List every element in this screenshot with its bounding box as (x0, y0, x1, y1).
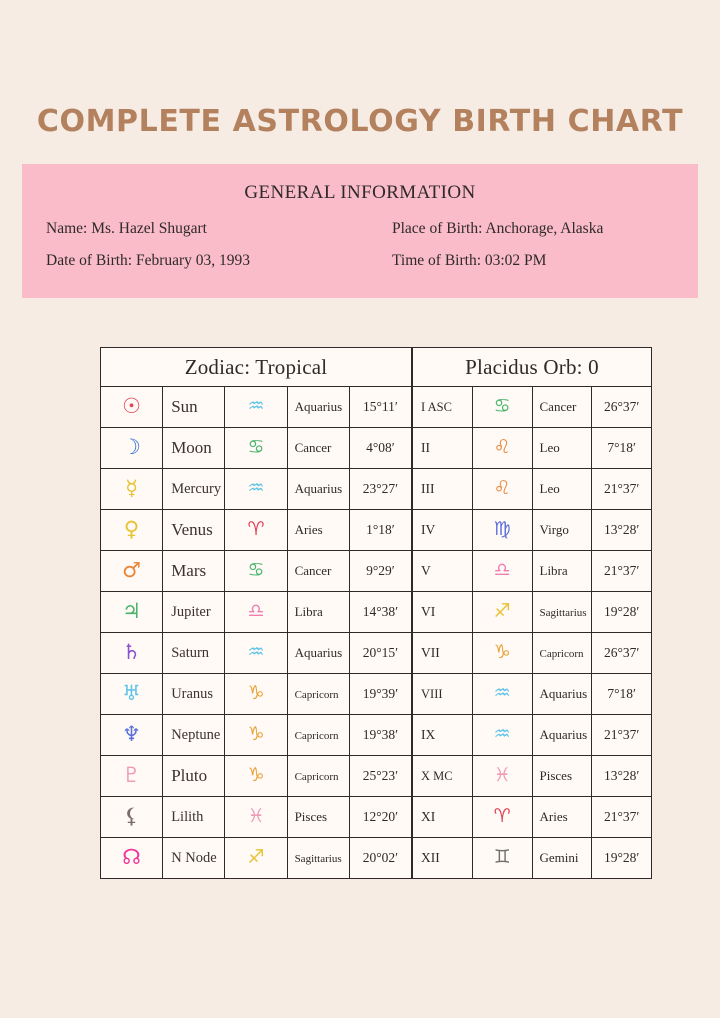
degree-value: 20°02′ (362, 850, 399, 865)
house-sign-name-cell (532, 387, 592, 428)
sign-glyph-cell (225, 592, 287, 633)
aquarius-icon: ♒ (247, 641, 265, 663)
gemini-icon: ♊ (493, 846, 511, 868)
house-number: IV (421, 522, 436, 537)
planet-name-cell (163, 592, 225, 633)
planet-name: Lilith (171, 809, 204, 825)
planet-glyph-cell (101, 510, 163, 551)
table-row (413, 797, 652, 838)
capricorn-icon: ♑ (247, 682, 265, 704)
house-number-cell (413, 838, 473, 879)
sign-name: Capricorn (294, 689, 339, 701)
table-row (101, 715, 412, 756)
table-row (413, 551, 652, 592)
cancer-icon: ♋ (493, 395, 511, 417)
sign-name: Aquarius (294, 481, 343, 496)
houses-table (412, 347, 652, 879)
sign-name-cell (287, 469, 349, 510)
house-number-cell (413, 756, 473, 797)
planet-glyph-cell (101, 838, 163, 879)
aquarius-icon: ♒ (493, 682, 511, 704)
degree-cell (349, 469, 411, 510)
table-row (413, 428, 652, 469)
capricorn-icon: ♑ (247, 723, 265, 745)
degree-cell (349, 674, 411, 715)
degree-value: 14°38′ (362, 604, 399, 619)
info-field-time-of-birth: Time of Birth: 03:02 PM (392, 252, 547, 269)
degree-value: 25°23′ (362, 768, 399, 783)
planets-table-heading: Zodiac: Tropical (101, 348, 412, 387)
table-row (101, 387, 412, 428)
planet-glyph-cell (101, 756, 163, 797)
planet-name-cell (163, 797, 225, 838)
degree-cell (349, 592, 411, 633)
house-sign-name-cell (532, 797, 592, 838)
sign-name: Pisces (294, 809, 328, 824)
sign-name: Capricorn (294, 771, 339, 783)
house-number: II (421, 440, 430, 455)
house-sign-name-cell (532, 633, 592, 674)
degree-value: 15°11′ (362, 399, 398, 414)
house-degree-cell (592, 387, 652, 428)
degree-value: 1°18′ (366, 522, 395, 537)
sign-name: Aquarius (294, 399, 343, 414)
house-sign-name-cell (532, 551, 592, 592)
house-sign-name: Sagittarius (539, 607, 587, 619)
planet-name: Neptune (171, 727, 221, 743)
sign-name-cell (287, 797, 349, 838)
capricorn-icon: ♑ (247, 764, 265, 786)
house-sign-name: Libra (539, 563, 568, 578)
sign-name-cell (287, 633, 349, 674)
table-row (101, 428, 412, 469)
degree-cell (349, 715, 411, 756)
planet-name: Saturn (171, 645, 210, 661)
house-number-cell (413, 674, 473, 715)
house-degree-value: 7°18′ (607, 686, 636, 701)
planet-name-cell (163, 633, 225, 674)
table-row (101, 592, 412, 633)
house-degree-cell (592, 592, 652, 633)
sign-glyph-cell (225, 797, 287, 838)
house-number-cell (413, 715, 473, 756)
sagittarius-icon: ♐ (493, 600, 511, 622)
house-sign-name-cell (532, 838, 592, 879)
sign-name-cell (287, 592, 349, 633)
sign-name-cell (287, 715, 349, 756)
cancer-icon: ♋ (247, 559, 265, 581)
sign-glyph-cell (225, 387, 287, 428)
table-row (101, 838, 412, 879)
table-row (101, 633, 412, 674)
table-row (101, 674, 412, 715)
table-row (413, 510, 652, 551)
house-sign-glyph-cell (472, 387, 532, 428)
mars-icon: ♂ (122, 558, 141, 582)
planet-glyph-cell (101, 633, 163, 674)
house-sign-name: Virgo (539, 522, 569, 537)
house-sign-name: Cancer (539, 399, 577, 414)
house-degree-cell (592, 510, 652, 551)
pluto-icon: ♇ (122, 763, 141, 787)
house-number: X MC (421, 769, 453, 783)
libra-icon: ♎ (247, 600, 265, 622)
planet-name-cell (163, 674, 225, 715)
planet-name: Moon (171, 438, 212, 457)
capricorn-icon: ♑ (493, 641, 511, 663)
degree-value: 20°15′ (362, 645, 399, 660)
house-sign-name: Aries (539, 809, 568, 824)
aquarius-icon: ♒ (247, 477, 265, 499)
degree-value: 19°38′ (362, 727, 399, 742)
table-row (101, 469, 412, 510)
house-degree-value: 7°18′ (607, 440, 636, 455)
table-row (101, 510, 412, 551)
aquarius-icon: ♒ (493, 723, 511, 745)
saturn-icon: ♄ (122, 640, 141, 664)
house-degree-value: 21°37′ (603, 563, 640, 578)
libra-icon: ♎ (493, 559, 511, 581)
planet-name-cell (163, 510, 225, 551)
leo-icon: ♌ (493, 436, 511, 458)
house-number: VII (421, 645, 440, 660)
planet-name-cell (163, 756, 225, 797)
sign-name: Libra (294, 604, 323, 619)
sign-name: Cancer (294, 563, 332, 578)
planet-name-cell (163, 469, 225, 510)
sign-name-cell (287, 838, 349, 879)
sign-name: Cancer (294, 440, 332, 455)
house-degree-cell (592, 715, 652, 756)
houses-table-heading: Placidus Orb: 0 (413, 348, 652, 387)
table-row (413, 592, 652, 633)
table-row (413, 715, 652, 756)
house-sign-name: Aquarius (539, 727, 588, 742)
mercury-icon: ☿ (125, 476, 139, 500)
leo-icon: ♌ (493, 477, 511, 499)
house-degree-value: 19°28′ (603, 604, 640, 619)
planet-name: Venus (171, 520, 213, 539)
table-row (101, 797, 412, 838)
table-row (413, 633, 652, 674)
table-row (413, 387, 652, 428)
planet-glyph-cell (101, 469, 163, 510)
degree-cell (349, 838, 411, 879)
planet-glyph-cell (101, 551, 163, 592)
house-sign-glyph-cell (472, 715, 532, 756)
house-number-cell (413, 469, 473, 510)
planet-name: N Node (171, 850, 217, 866)
aquarius-icon: ♒ (247, 395, 265, 417)
sagittarius-icon: ♐ (247, 846, 265, 868)
house-number: XI (421, 809, 436, 824)
house-sign-name-cell (532, 469, 592, 510)
house-number-cell (413, 387, 473, 428)
info-field-place-of-birth: Place of Birth: Anchorage, Alaska (392, 220, 604, 237)
sign-glyph-cell (225, 428, 287, 469)
house-sign-name-cell (532, 428, 592, 469)
planet-glyph-cell (101, 428, 163, 469)
planet-name: Jupiter (171, 604, 211, 620)
info-field-name: Name: Ms. Hazel Shugart (46, 220, 207, 237)
planet-name-cell (163, 387, 225, 428)
planet-name: Uranus (171, 686, 214, 702)
sign-name-cell (287, 387, 349, 428)
house-degree-value: 19°28′ (603, 850, 640, 865)
house-degree-value: 26°37′ (603, 645, 640, 660)
house-sign-glyph-cell (472, 592, 532, 633)
house-number: I ASC (421, 400, 452, 414)
house-degree-cell (592, 756, 652, 797)
sign-name-cell (287, 756, 349, 797)
sign-name-cell (287, 428, 349, 469)
planet-name: Pluto (171, 766, 208, 785)
degree-cell (349, 797, 411, 838)
house-number: IX (421, 727, 436, 742)
table-row (413, 674, 652, 715)
n-node-icon: ☊ (122, 845, 141, 869)
table-row (413, 469, 652, 510)
planet-name-cell (163, 551, 225, 592)
house-degree-cell (592, 797, 652, 838)
degree-value: 23°27′ (362, 481, 399, 496)
planet-name: Sun (171, 397, 198, 416)
house-number-cell (413, 633, 473, 674)
degree-cell (349, 633, 411, 674)
house-number-cell (413, 551, 473, 592)
neptune-icon: ♆ (122, 722, 141, 746)
house-sign-name-cell (532, 592, 592, 633)
house-sign-name: Leo (539, 481, 560, 496)
degree-value: 4°08′ (366, 440, 395, 455)
planet-glyph-cell (101, 797, 163, 838)
sign-name: Aquarius (294, 645, 343, 660)
planets-table (100, 347, 412, 879)
house-sign-name: Gemini (539, 850, 579, 865)
uranus-icon: ♅ (122, 681, 141, 705)
house-degree-cell (592, 838, 652, 879)
planet-name: Mercury (171, 481, 222, 497)
house-degree-value: 13°28′ (603, 522, 640, 537)
house-number: XII (421, 850, 440, 865)
house-sign-name: Pisces (539, 768, 572, 783)
degree-cell (349, 428, 411, 469)
house-number: III (421, 481, 435, 496)
house-degree-value: 21°37′ (603, 809, 640, 824)
table-row (101, 756, 412, 797)
house-sign-name: Aquarius (539, 686, 588, 701)
aries-icon: ♈ (493, 805, 511, 827)
info-field-date-of-birth: Date of Birth: February 03, 1993 (46, 252, 251, 269)
house-number-cell (413, 510, 473, 551)
pisces-icon: ♓ (247, 805, 265, 827)
sign-glyph-cell (225, 633, 287, 674)
chart-tables (100, 347, 652, 879)
planet-name-cell (163, 715, 225, 756)
house-number-cell (413, 797, 473, 838)
house-number-cell (413, 592, 473, 633)
house-sign-name: Capricorn (539, 648, 584, 660)
house-degree-value: 21°37′ (603, 727, 640, 742)
planet-glyph-cell (101, 592, 163, 633)
house-number: V (421, 563, 431, 578)
planet-glyph-cell (101, 387, 163, 428)
house-degree-value: 26°37′ (603, 399, 640, 414)
aries-icon: ♈ (247, 518, 265, 540)
house-sign-glyph-cell (472, 756, 532, 797)
house-degree-cell (592, 633, 652, 674)
venus-icon: ♀ (123, 517, 140, 541)
planet-glyph-cell (101, 715, 163, 756)
table-row (413, 838, 652, 879)
sign-glyph-cell (225, 510, 287, 551)
house-number: VI (421, 604, 436, 619)
house-degree-value: 13°28′ (603, 768, 640, 783)
house-degree-cell (592, 551, 652, 592)
sign-glyph-cell (225, 469, 287, 510)
degree-cell (349, 756, 411, 797)
house-sign-name: Leo (539, 440, 560, 455)
lilith-icon: ⚸ (123, 804, 140, 828)
table-row (101, 551, 412, 592)
house-degree-cell (592, 428, 652, 469)
degree-value: 9°29′ (366, 563, 395, 578)
house-degree-value: 21°37′ (603, 481, 640, 496)
moon-icon: ☽ (122, 435, 141, 459)
planet-name: Mars (171, 561, 207, 580)
planet-name-cell (163, 428, 225, 469)
sign-glyph-cell (225, 838, 287, 879)
page-title: COMPLETE ASTROLOGY BIRTH CHART (36, 104, 684, 139)
house-sign-name-cell (532, 510, 592, 551)
cancer-icon: ♋ (247, 436, 265, 458)
house-number-cell (413, 428, 473, 469)
house-sign-name-cell (532, 715, 592, 756)
house-number: VIII (421, 687, 443, 701)
sign-name: Capricorn (294, 730, 339, 742)
sign-glyph-cell (225, 756, 287, 797)
house-sign-name-cell (532, 674, 592, 715)
house-degree-cell (592, 674, 652, 715)
degree-cell (349, 387, 411, 428)
sign-name: Sagittarius (294, 853, 342, 865)
sign-name-cell (287, 551, 349, 592)
degree-cell (349, 551, 411, 592)
table-row (413, 756, 652, 797)
house-sign-glyph-cell (472, 838, 532, 879)
general-information-heading: GENERAL INFORMATION (244, 182, 476, 203)
general-information-grid (22, 220, 698, 270)
house-sign-glyph-cell (472, 510, 532, 551)
house-sign-glyph-cell (472, 551, 532, 592)
degree-value: 12°20′ (362, 809, 399, 824)
sign-name-cell (287, 510, 349, 551)
degree-value: 19°39′ (362, 686, 399, 701)
house-sign-glyph-cell (472, 797, 532, 838)
house-sign-glyph-cell (472, 428, 532, 469)
sign-name-cell (287, 674, 349, 715)
virgo-icon: ♍ (493, 518, 511, 540)
house-sign-glyph-cell (472, 674, 532, 715)
sign-name: Aries (294, 522, 323, 537)
sun-icon: ☉ (122, 394, 141, 418)
sign-glyph-cell (225, 551, 287, 592)
jupiter-icon: ♃ (122, 599, 141, 623)
house-degree-cell (592, 469, 652, 510)
general-information-section (22, 164, 698, 298)
house-sign-name-cell (532, 756, 592, 797)
house-sign-glyph-cell (472, 469, 532, 510)
sign-glyph-cell (225, 715, 287, 756)
house-sign-glyph-cell (472, 633, 532, 674)
planet-name-cell (163, 838, 225, 879)
degree-cell (349, 510, 411, 551)
planet-glyph-cell (101, 674, 163, 715)
sign-glyph-cell (225, 674, 287, 715)
pisces-icon: ♓ (493, 764, 511, 786)
